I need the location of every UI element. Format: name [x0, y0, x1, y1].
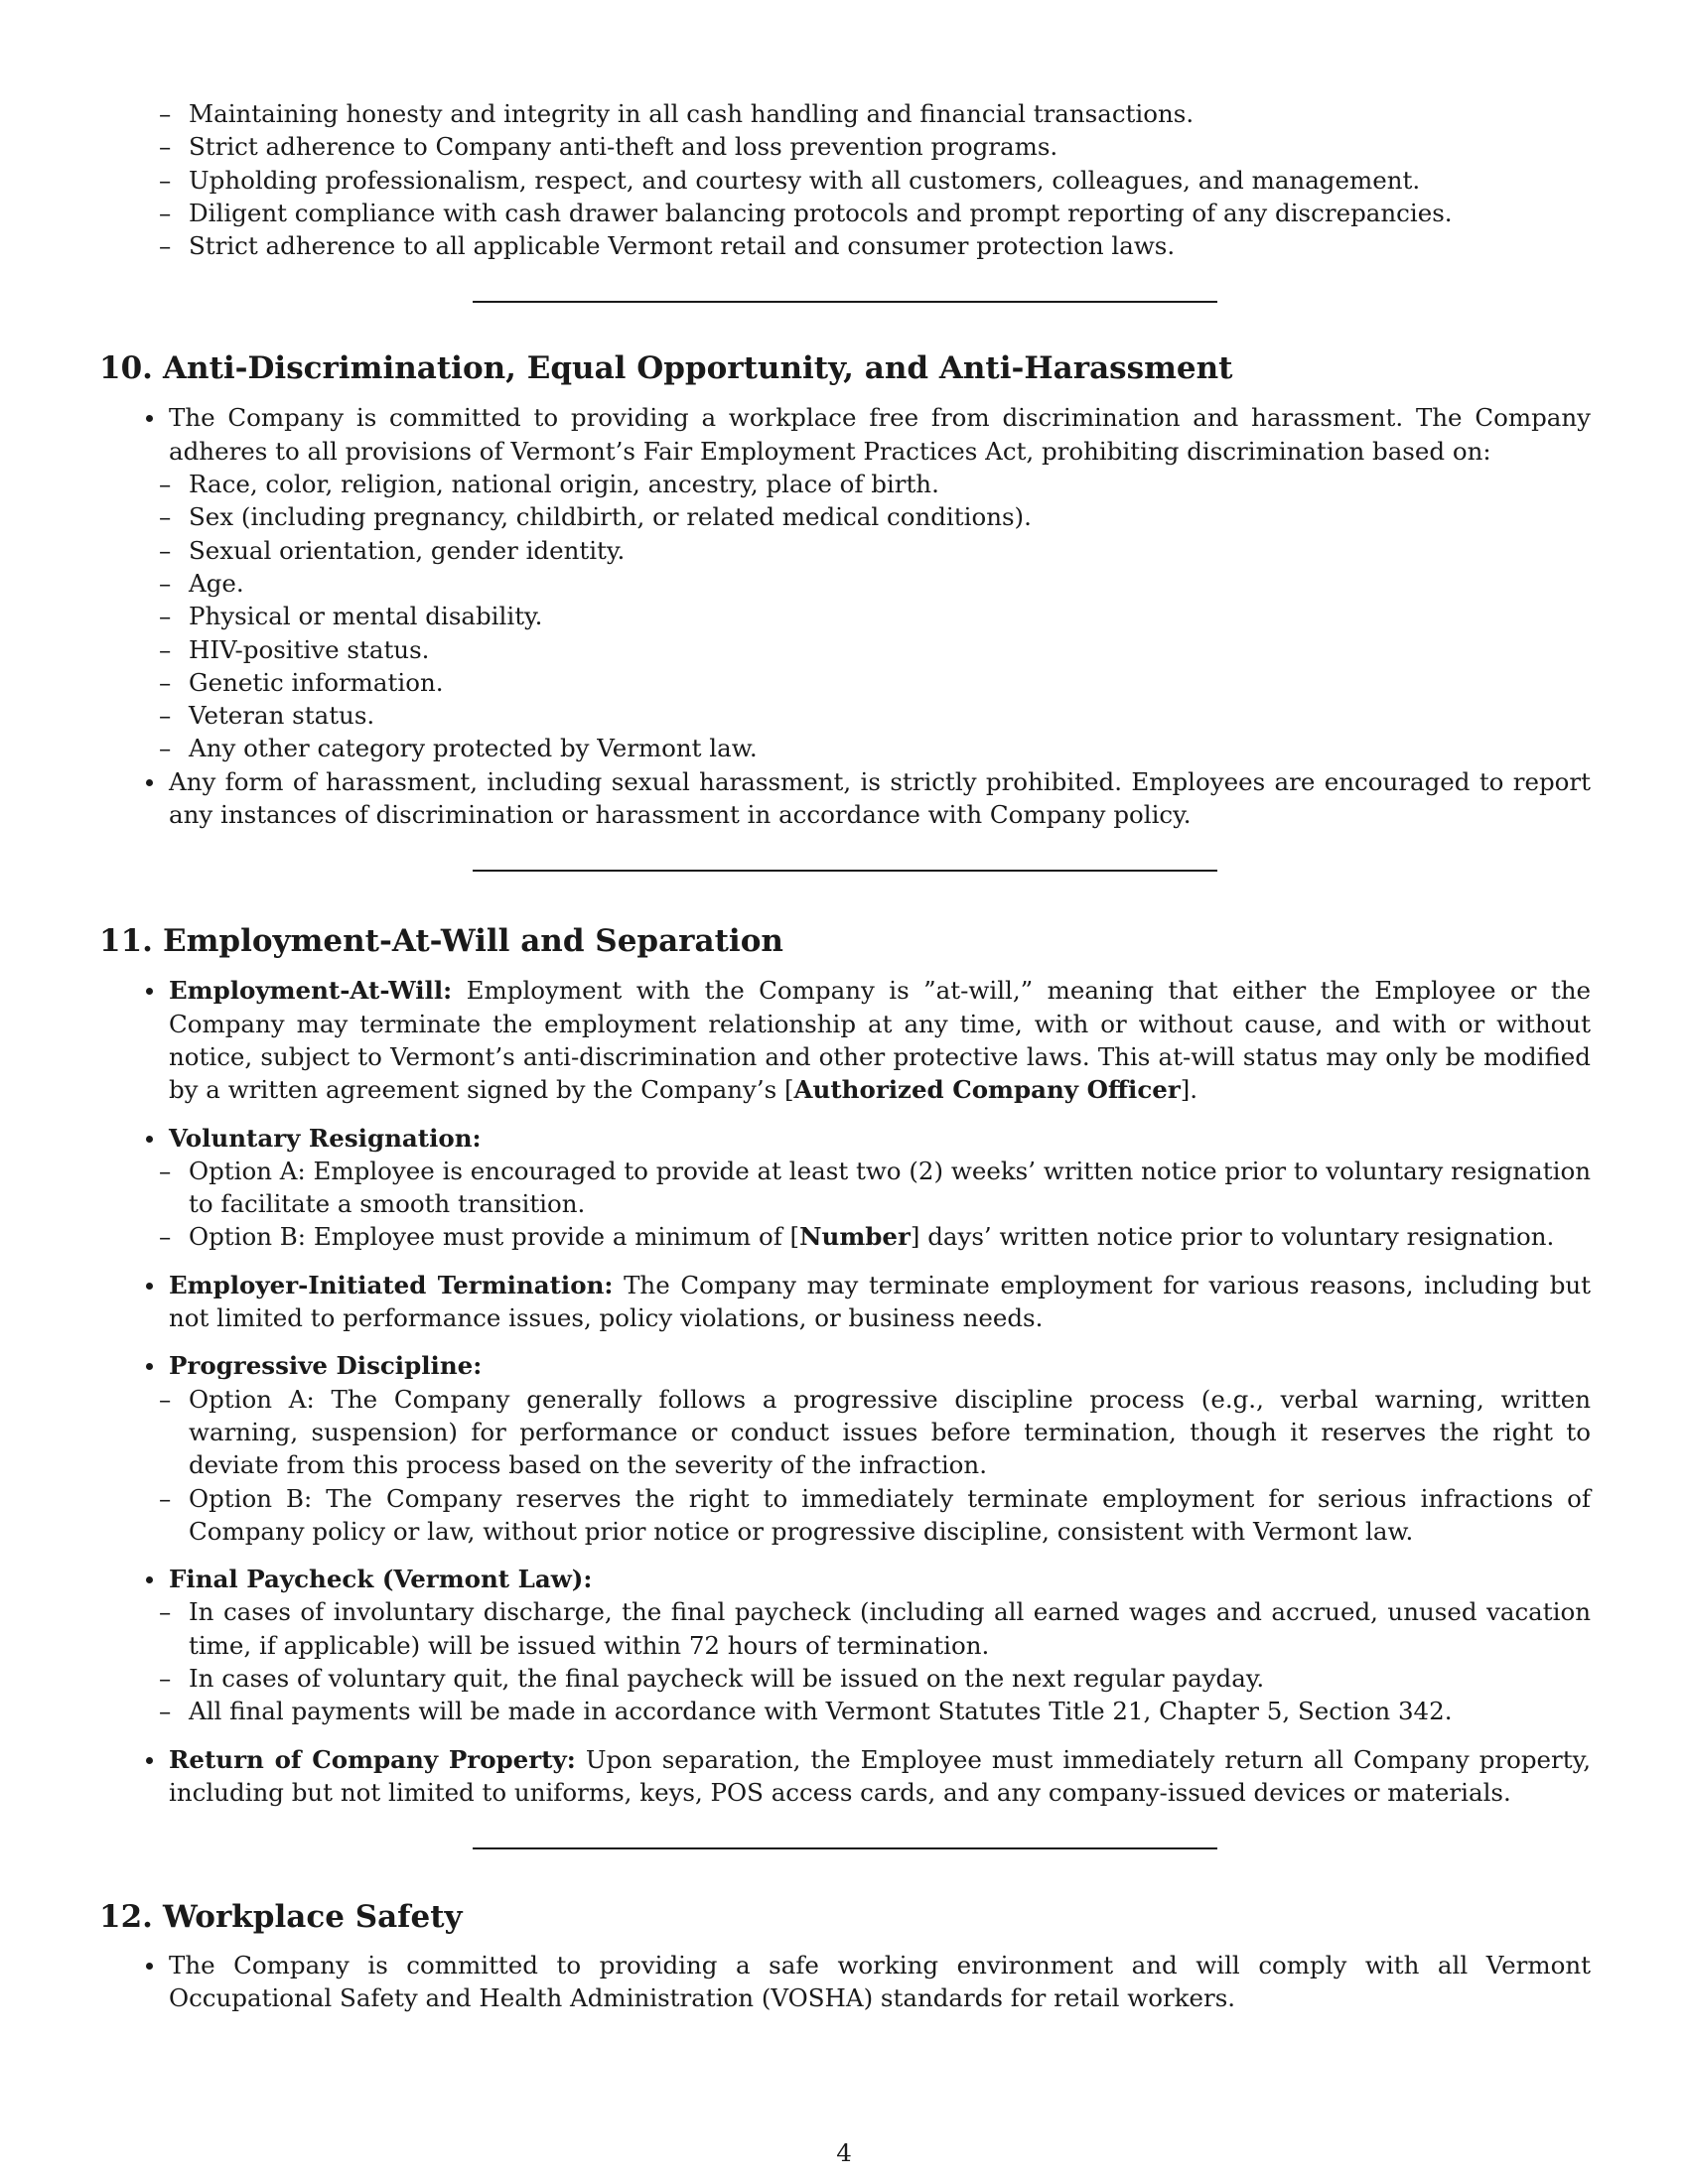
- bullet-label: Voluntary Resignation:: [169, 1123, 482, 1153]
- list-item: [159, 1220, 1591, 1253]
- bullet-label: Employment-At-Will:: [169, 976, 453, 1006]
- bullet-item: [169, 1949, 1591, 2015]
- bullet-item-discipline: [169, 1349, 1591, 1548]
- list-item: – Any other category protected by Vermont law.: [159, 732, 1591, 764]
- list-item: – All final payments will be made in accordance with Vermont Statutes Title 21, Chapter 5, Section 342.: [159, 1695, 1591, 1727]
- list-item: – Veteran status.: [159, 699, 1591, 732]
- bullet-body: Upon separation, the Employee must immediately return all Company property, including but not limited to uniforms, keys, POS access cards, and any company-issued devices or materials.: [169, 1744, 1591, 1807]
- bullet-label: Return of Company Property:: [169, 1744, 576, 1774]
- section-title: Employment-At-Will and Separation: [163, 923, 783, 960]
- section-10: [99, 348, 1591, 831]
- placeholder-text: Authorized Company Officer: [793, 1075, 1181, 1105]
- page-number: 4: [836, 2138, 852, 2167]
- list-item: – In cases of involuntary discharge, the final paycheck (including all earned wages and accrued, unused vacation time, if applicable) will be issued within 72 hours of termination.: [159, 1595, 1591, 1662]
- list-item: – Option B: The Company reserves the right to immediately terminate employment for serious infractions of Company policy or law, without prior notice or progressive discipline, consistent with Vermont law.: [159, 1482, 1591, 1549]
- protected-categories-list: [159, 468, 1591, 765]
- placeholder-text: Number: [799, 1222, 911, 1252]
- section-number: 10.: [99, 350, 153, 387]
- bullet-text: The Company is committed to providing a safe working environment and will comply with all Vermont Occupational Safety and Health Administration (VOSHA) standards for retail workers.: [169, 1949, 1591, 2015]
- list-item: – Race, color, religion, national origin, ancestry, place of birth.: [159, 468, 1591, 500]
- option-list: [159, 1155, 1591, 1254]
- section-title: Anti-Discrimination, Equal Opportunity, and Anti-Harassment: [163, 350, 1233, 387]
- list-item: – Strict adherence to Company anti-theft and loss prevention programs.: [159, 130, 1591, 163]
- section-title: Workplace Safety: [163, 1899, 463, 1936]
- bullet-item: [169, 765, 1591, 832]
- bullet-list: [99, 1949, 1591, 2015]
- list-item: – Diligent compliance with cash drawer balancing protocols and prompt reporting of any discrepancies.: [159, 197, 1591, 229]
- list-item: – Upholding professionalism, respect, and courtesy with all customers, colleagues, and management.: [159, 164, 1591, 197]
- bullet-text: The Company is committed to providing a workplace free from discrimination and harassment. The Company adheres to all provisions of Vermont’s Fair Employment Practices Act, prohibiting discrimination based on:: [169, 401, 1591, 468]
- list-item: – Sexual orientation, gender identity.: [159, 534, 1591, 567]
- section-divider: [473, 301, 1217, 303]
- list-item: – Age.: [159, 567, 1591, 600]
- paycheck-list: [159, 1595, 1591, 1727]
- option-list: [159, 1383, 1591, 1548]
- bullet-item-property: [169, 1743, 1591, 1810]
- list-item: – Physical or mental disability.: [159, 600, 1591, 632]
- option-text: ] days’ written notice prior to voluntary resignation.: [910, 1222, 1555, 1252]
- list-item: – Option A: The Company generally follows a progressive discipline process (e.g., verbal warning, written warning, suspension) for performance or conduct issues before termination, though it reserves the right to deviate from this process based on the severity of the infraction.: [159, 1383, 1591, 1482]
- bullet-list: [99, 401, 1591, 831]
- option-text: Option B: Employee must provide a minimum of [: [189, 1222, 800, 1252]
- bullet-label: Final Paycheck (Vermont Law):: [169, 1565, 593, 1594]
- section-heading: [99, 348, 1591, 388]
- list-item: – Sex (including pregnancy, childbirth, or related medical conditions).: [159, 500, 1591, 533]
- list-item: – Genetic information.: [159, 666, 1591, 699]
- section-number: 11.: [99, 923, 153, 960]
- bracket-close: ].: [1180, 1075, 1198, 1105]
- list-item: – HIV-positive status.: [159, 633, 1591, 666]
- bullet-text: [169, 1563, 1591, 1595]
- bullet-item-at-will: [169, 974, 1591, 1106]
- section-heading: [99, 1897, 1591, 1937]
- list-item: – Strict adherence to all applicable Vermont retail and consumer protection laws.: [159, 229, 1591, 262]
- bullet-body: The Company may terminate employment for various reasons, including but not limited to performance issues, policy violations, or business needs.: [169, 1270, 1592, 1333]
- list-item: – Option A: Employee is encouraged to provide at least two (2) weeks’ written notice prior to voluntary resignation to facilitate a smooth transition.: [159, 1155, 1591, 1221]
- section-divider: [473, 1847, 1217, 1849]
- bullet-item-resignation: [169, 1122, 1591, 1254]
- bullet-item-final-paycheck: [169, 1563, 1591, 1727]
- section-heading: [99, 921, 1591, 961]
- bullet-text: [169, 1349, 1591, 1382]
- section-number: 12.: [99, 1899, 153, 1936]
- list-item: – Maintaining honesty and integrity in all cash handling and financial transactions.: [159, 97, 1591, 130]
- bullet-text: [169, 1122, 1591, 1155]
- bullet-list: [99, 974, 1591, 1809]
- bullet-text: Any form of harassment, including sexual harassment, is strictly prohibited. Employees are encouraged to report any instances of discrimination or harassment in accordance with Company policy.: [169, 765, 1591, 832]
- conduct-list: [99, 97, 1591, 262]
- bullet-label: Progressive Discipline:: [169, 1351, 483, 1381]
- section-12: [99, 1897, 1591, 2015]
- bullet-text: [169, 1743, 1591, 1810]
- bullet-label: Employer-Initiated Termination:: [169, 1270, 614, 1299]
- bullet-text: [169, 1269, 1591, 1335]
- section-divider: [473, 870, 1217, 872]
- section-11: [99, 921, 1591, 1809]
- list-item: – In cases of voluntary quit, the final paycheck will be issued on the next regular payday.: [159, 1662, 1591, 1695]
- bullet-item-termination: [169, 1269, 1591, 1335]
- bullet-text: [169, 974, 1591, 1106]
- bullet-item: [169, 401, 1591, 764]
- document-page: [99, 97, 1591, 2015]
- bullet-body: Employment with the Company is ”at-will,” meaning that either the Employee or the Company may terminate the employment relationship at any time, with or without cause, and with or without notice, subject to Vermont’s anti-discrimination and other protective laws. This at-will status may only be modified by a written agreement signed by the Company’s [: [169, 976, 1591, 1105]
